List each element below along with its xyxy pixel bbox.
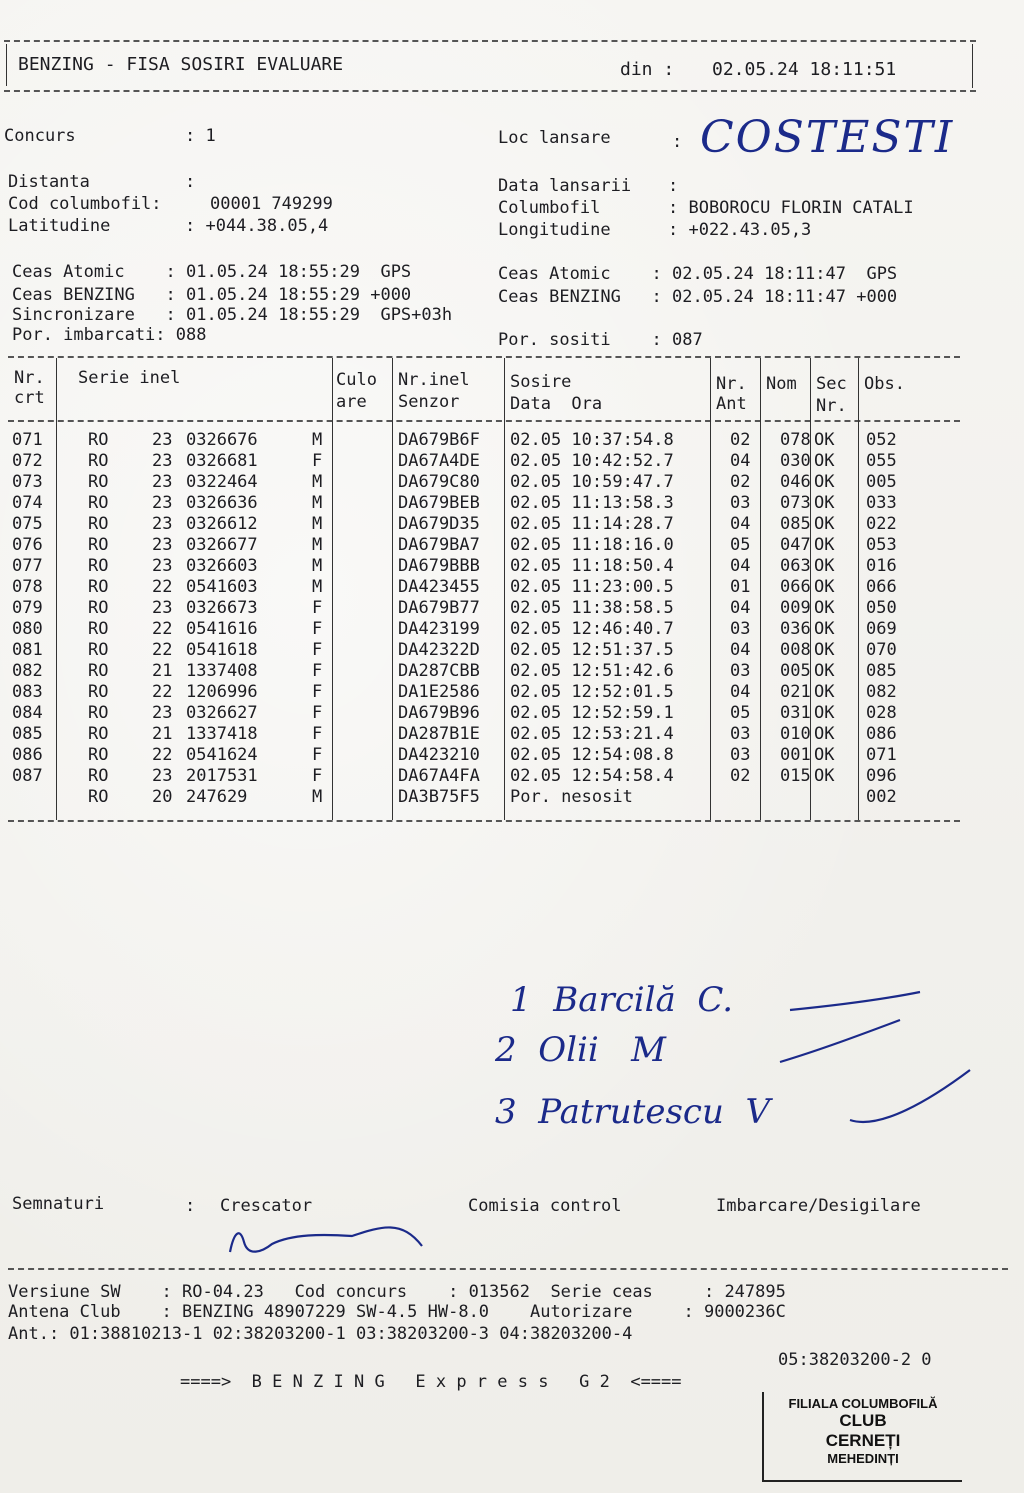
cell-year: 21 — [152, 661, 173, 681]
cell-sensor: DA42322D — [398, 640, 480, 660]
cell-year: 23 — [152, 766, 173, 786]
cell-country: RO — [88, 661, 109, 681]
col-header-serie-inel: Serie inel — [78, 368, 181, 388]
table-row — [0, 577, 1024, 598]
cell-sec: OK — [814, 514, 835, 534]
cell-sex: M — [312, 514, 323, 534]
cell-sensor: DA679D35 — [398, 514, 480, 534]
col-header-crt: crt — [14, 388, 45, 408]
cell-country: RO — [88, 472, 109, 492]
cell-sex: M — [312, 472, 323, 492]
cell-sensor: DA423210 — [398, 745, 480, 765]
cell-year: 22 — [152, 682, 173, 702]
cell-obs: 053 — [866, 535, 897, 555]
cell-sensor: DA1E2586 — [398, 682, 480, 702]
loc-lansare-handwritten: COSTESTI — [700, 112, 955, 163]
cell-arrival: 02.05 11:13:58.3 — [510, 493, 674, 513]
header-right-border — [972, 44, 973, 88]
crescator-label: Crescator — [220, 1196, 313, 1216]
cell-antenna: 03 — [730, 661, 751, 681]
cell-ring: 2017531 — [186, 766, 258, 786]
cell-sec: OK — [814, 451, 835, 471]
table-row — [0, 472, 1024, 493]
cell-nom: 063 — [780, 556, 811, 576]
cell-nr: 079 — [12, 598, 43, 618]
antene-line: Ant.: 01:38810213-1 02:38203200-1 03:38203200-3 04:38203200-4 — [8, 1324, 633, 1344]
table-row — [0, 598, 1024, 619]
cell-country: RO — [88, 451, 109, 471]
cell-obs: 071 — [866, 745, 897, 765]
cell-sensor: DA679BA7 — [398, 535, 480, 555]
cell-arrival: 02.05 11:18:16.0 — [510, 535, 674, 555]
cell-nr: 085 — [12, 724, 43, 744]
imbarcare-label: Imbarcare/Desigilare — [716, 1196, 921, 1216]
col-header-nom: Nom — [766, 374, 797, 394]
cell-country: RO — [88, 619, 109, 639]
cell-sex: M — [312, 556, 323, 576]
cell-ring: 0322464 — [186, 472, 258, 492]
cell-year: 22 — [152, 745, 173, 765]
cell-sec: OK — [814, 724, 835, 744]
cell-obs: 066 — [866, 577, 897, 597]
loc-lansare-label: Loc lansare — [498, 128, 611, 148]
cell-sex: F — [312, 640, 323, 660]
table-row — [0, 514, 1024, 535]
cell-arrival: 02.05 12:53:21.4 — [510, 724, 674, 744]
stamp-line-2: CLUB — [839, 1411, 887, 1430]
cell-country: RO — [88, 556, 109, 576]
col-header-nr-ant: Nr. — [716, 374, 747, 394]
cell-country: RO — [88, 598, 109, 618]
cell-nom: 001 — [780, 745, 811, 765]
header-left-border — [6, 44, 7, 86]
cell-country: RO — [88, 724, 109, 744]
cell-sec: OK — [814, 703, 835, 723]
data-lansarii-value: : — [668, 176, 679, 196]
cell-ring: 0541616 — [186, 619, 258, 639]
cell-nr: 075 — [12, 514, 43, 534]
cell-nr: 078 — [12, 577, 43, 597]
cell-ring: 0326612 — [186, 514, 258, 534]
table-row — [0, 745, 1024, 766]
cell-obs: 069 — [866, 619, 897, 639]
versiune-sw-line: Versiune SW : RO-04.23 Cod concurs : 013562 Serie ceas : 247895 — [8, 1282, 786, 1302]
handwritten-line-1: 1 Barcilă C. — [510, 980, 734, 1020]
cell-year: 22 — [152, 619, 173, 639]
concurs-label: Concurs — [4, 126, 76, 146]
cell-nr: 073 — [12, 472, 43, 492]
cell-obs: 016 — [866, 556, 897, 576]
cell-nom: 009 — [780, 598, 811, 618]
cell-ring: 0541618 — [186, 640, 258, 660]
cell-sensor: DA679BBB — [398, 556, 480, 576]
cell-antenna: 02 — [730, 472, 751, 492]
col-header-sosire: Sosire — [510, 372, 572, 392]
cell-sex: F — [312, 766, 323, 786]
cell-year: 22 — [152, 640, 173, 660]
cell-sec: OK — [814, 661, 835, 681]
cell-ring: 0326636 — [186, 493, 258, 513]
cell-country: RO — [88, 703, 109, 723]
cell-ring: 0326673 — [186, 598, 258, 618]
col-header-culo: Culo — [336, 370, 377, 390]
header-bottom-rule — [4, 90, 976, 92]
cell-obs: 052 — [866, 430, 897, 450]
cell-nr: 082 — [12, 661, 43, 681]
ceas-benzing-start: Ceas BENZING : 01.05.24 18:55:29 +000 — [12, 285, 412, 305]
cell-year: 23 — [152, 514, 173, 534]
table-row — [0, 682, 1024, 703]
columbofil-value: : BOBOROCU FLORIN CATALI — [668, 198, 914, 218]
semnaturi-label: Semnaturi — [12, 1194, 105, 1214]
cell-sec: OK — [814, 640, 835, 660]
cell-year: 23 — [152, 493, 173, 513]
table-row — [0, 787, 1024, 808]
table-row — [0, 703, 1024, 724]
cell-obs: 096 — [866, 766, 897, 786]
cell-year: 23 — [152, 430, 173, 450]
latitudine-label: Latitudine — [8, 216, 111, 236]
cell-nr: 083 — [12, 682, 43, 702]
cell-arrival: 02.05 11:23:00.5 — [510, 577, 674, 597]
cell-sensor: DA679B96 — [398, 703, 480, 723]
cell-nom: 047 — [780, 535, 811, 555]
cell-country: RO — [88, 766, 109, 786]
cell-arrival: 02.05 12:54:58.4 — [510, 766, 674, 786]
cell-arrival: 02.05 11:14:28.7 — [510, 514, 674, 534]
table-header-rule — [8, 420, 960, 422]
table-row — [0, 640, 1024, 661]
cell-sec: OK — [814, 745, 835, 765]
col-header-nr-inel: Nr.inel — [398, 370, 470, 390]
cod-columbofil-label: Cod columbofil: — [8, 194, 162, 214]
footer-top-rule — [8, 1268, 1008, 1270]
cell-obs: 028 — [866, 703, 897, 723]
cell-antenna: 03 — [730, 619, 751, 639]
cell-nom: 005 — [780, 661, 811, 681]
cell-nom: 010 — [780, 724, 811, 744]
cell-sex: F — [312, 703, 323, 723]
table-row — [0, 451, 1024, 472]
cell-nr: 077 — [12, 556, 43, 576]
cell-arrival: 02.05 10:42:52.7 — [510, 451, 674, 471]
cell-nom: 030 — [780, 451, 811, 471]
cell-nr: 076 — [12, 535, 43, 555]
cell-arrival: 02.05 12:51:37.5 — [510, 640, 674, 660]
cell-antenna: 04 — [730, 640, 751, 660]
table-row — [0, 724, 1024, 745]
table-row — [0, 535, 1024, 556]
cell-nr: 074 — [12, 493, 43, 513]
cell-sensor: DA679B77 — [398, 598, 480, 618]
cell-sex: M — [312, 493, 323, 513]
cell-sec: OK — [814, 493, 835, 513]
cell-sensor: DA679BEB — [398, 493, 480, 513]
cell-antenna: 04 — [730, 556, 751, 576]
cell-nom: 031 — [780, 703, 811, 723]
stamp-line-3: CERNEȚI — [825, 1431, 901, 1450]
table-row — [0, 766, 1024, 787]
cell-sex: F — [312, 619, 323, 639]
porumbei-sositi: Por. sositi : 087 — [498, 330, 703, 350]
cell-antenna: 05 — [730, 535, 751, 555]
cell-sex: F — [312, 451, 323, 471]
cell-sensor: DA67A4DE — [398, 451, 480, 471]
col-header-obs: Obs. — [864, 374, 905, 394]
table-row — [0, 619, 1024, 640]
cell-year: 20 — [152, 787, 173, 807]
cell-nom: 066 — [780, 577, 811, 597]
cell-obs: 005 — [866, 472, 897, 492]
concurs-value: : 1 — [185, 126, 216, 146]
cell-antenna: 01 — [730, 577, 751, 597]
col-header-data-ora: Data Ora — [510, 394, 603, 414]
din-label: din : — [620, 59, 675, 80]
cell-sensor: DA423455 — [398, 577, 480, 597]
cell-year: 21 — [152, 724, 173, 744]
cell-nr: 080 — [12, 619, 43, 639]
cell-antenna: 04 — [730, 514, 751, 534]
ceas-benzing-end: Ceas BENZING : 02.05.24 18:11:47 +000 — [498, 287, 898, 307]
cell-sensor: DA679B6F — [398, 430, 480, 450]
cell-ring: 0326677 — [186, 535, 258, 555]
cell-nr: 087 — [12, 766, 43, 786]
cell-antenna: 03 — [730, 724, 751, 744]
cell-sec: OK — [814, 535, 835, 555]
latitudine-value: : +044.38.05,4 — [185, 216, 329, 236]
cell-antenna: 03 — [730, 745, 751, 765]
distanta-value: : — [185, 172, 196, 192]
stamp-line-4: MEHEDINȚI — [827, 1451, 899, 1466]
cell-arrival: 02.05 12:52:01.5 — [510, 682, 674, 702]
cell-country: RO — [88, 514, 109, 534]
cell-nom: 008 — [780, 640, 811, 660]
cell-sec: OK — [814, 556, 835, 576]
club-stamp — [762, 1392, 962, 1482]
cell-nom: 021 — [780, 682, 811, 702]
cell-sex: M — [312, 577, 323, 597]
cell-sec: OK — [814, 766, 835, 786]
cell-sensor: DA67A4FA — [398, 766, 480, 786]
table-row — [0, 493, 1024, 514]
cell-antenna: 02 — [730, 430, 751, 450]
comisia-control-label: Comisia control — [468, 1196, 622, 1216]
cell-antenna: 04 — [730, 451, 751, 471]
cell-country: RO — [88, 640, 109, 660]
cell-antenna: 04 — [730, 682, 751, 702]
longitudine-value: : +022.43.05,3 — [668, 220, 812, 240]
cell-country: RO — [88, 535, 109, 555]
cod-columbofil-value: 00001 749299 — [210, 194, 333, 214]
cell-arrival: 02.05 11:18:50.4 — [510, 556, 674, 576]
cell-sec: OK — [814, 430, 835, 450]
cell-ring: 0326681 — [186, 451, 258, 471]
cell-country: RO — [88, 745, 109, 765]
cell-arrival: 02.05 12:54:08.8 — [510, 745, 674, 765]
cell-year: 23 — [152, 598, 173, 618]
cell-nr: 071 — [12, 430, 43, 450]
cell-year: 22 — [152, 577, 173, 597]
header-top-rule — [4, 40, 976, 42]
cell-arrival: 02.05 12:46:40.7 — [510, 619, 674, 639]
cell-year: 23 — [152, 535, 173, 555]
handwritten-signature-strokes — [760, 980, 1010, 1160]
cell-ring: 1206996 — [186, 682, 258, 702]
cell-ring: 0326676 — [186, 430, 258, 450]
semnaturi-colon: : — [185, 1196, 196, 1216]
cell-sec: OK — [814, 472, 835, 492]
cell-nom: 085 — [780, 514, 811, 534]
handwritten-line-3: 3 Patrutescu V — [495, 1092, 771, 1132]
cell-ring: 0541624 — [186, 745, 258, 765]
cell-antenna: 04 — [730, 598, 751, 618]
cell-ring: 247629 — [186, 787, 248, 807]
cell-sex: M — [312, 430, 323, 450]
cell-year: 23 — [152, 556, 173, 576]
cell-sensor: DA679C80 — [398, 472, 480, 492]
cell-nr: 084 — [12, 703, 43, 723]
table-row — [0, 556, 1024, 577]
data-lansarii-label: Data lansarii — [498, 176, 632, 196]
cell-antenna: 02 — [730, 766, 751, 786]
columbofil-label: Columbofil — [498, 198, 601, 218]
cell-obs: 082 — [866, 682, 897, 702]
cell-nr: 072 — [12, 451, 43, 471]
porumbei-imbarcati: Por. imbarcati: 088 — [12, 325, 207, 345]
cell-sec: OK — [814, 619, 835, 639]
cell-sec: OK — [814, 598, 835, 618]
cell-nom: 046 — [780, 472, 811, 492]
distanta-label: Distanta — [8, 172, 90, 192]
cell-sec: OK — [814, 682, 835, 702]
cell-antenna: 05 — [730, 703, 751, 723]
cell-country: RO — [88, 682, 109, 702]
antena-club-line: Antena Club : BENZING 48907229 SW-4.5 HW-8.0 Autorizare : 9000236C — [8, 1302, 786, 1322]
cell-obs: 022 — [866, 514, 897, 534]
ceas-atomic-start: Ceas Atomic : 01.05.24 18:55:29 GPS — [12, 262, 412, 282]
table-top-rule — [8, 356, 960, 358]
cell-obs: 070 — [866, 640, 897, 660]
cell-year: 23 — [152, 703, 173, 723]
cell-nom: 015 — [780, 766, 811, 786]
col-header-senzor: Senzor — [398, 392, 460, 412]
benzing-brand-line: ====> B E N Z I N G E x p r e s s G 2 <==== — [180, 1372, 682, 1392]
cell-obs: 086 — [866, 724, 897, 744]
col-header-nr: Nr. — [14, 368, 45, 388]
crescator-signature — [222, 1212, 442, 1272]
cell-sensor: DA3B75F5 — [398, 787, 480, 807]
cell-country: RO — [88, 493, 109, 513]
cell-arrival: 02.05 10:37:54.8 — [510, 430, 674, 450]
col-header-sec-nr: Nr. — [816, 396, 847, 416]
cell-arrival: Por. nesosit — [510, 787, 633, 807]
cell-nr: 081 — [12, 640, 43, 660]
cell-nom: 036 — [780, 619, 811, 639]
cell-arrival: 02.05 12:52:59.1 — [510, 703, 674, 723]
cell-ring: 1337408 — [186, 661, 258, 681]
cell-ring: 0326627 — [186, 703, 258, 723]
cell-sensor: DA287CBB — [398, 661, 480, 681]
col-header-ant: Ant — [716, 394, 747, 414]
stamp-line-1: FILIALA COLUMBOFILĂ — [788, 1396, 938, 1411]
cell-obs: 050 — [866, 598, 897, 618]
col-header-sec: Sec — [816, 374, 847, 394]
print-datetime: 02.05.24 18:11:51 — [712, 59, 897, 80]
col-header-are: are — [336, 392, 367, 412]
cell-ring: 0541603 — [186, 577, 258, 597]
cell-year: 23 — [152, 451, 173, 471]
cell-sex: F — [312, 598, 323, 618]
table-row — [0, 430, 1024, 451]
cell-country: RO — [88, 577, 109, 597]
cell-sex: F — [312, 682, 323, 702]
ceas-atomic-end: Ceas Atomic : 02.05.24 18:11:47 GPS — [498, 264, 898, 284]
cell-country: RO — [88, 787, 109, 807]
cell-sex: F — [312, 745, 323, 765]
document-title: BENZING - FISA SOSIRI EVALUARE — [18, 54, 344, 75]
cell-sex: F — [312, 724, 323, 744]
cell-obs: 085 — [866, 661, 897, 681]
cell-ring: 0326603 — [186, 556, 258, 576]
cell-nom: 078 — [780, 430, 811, 450]
cell-year: 23 — [152, 472, 173, 492]
cell-obs: 002 — [866, 787, 897, 807]
antene-line-2: 05:38203200-2 0 — [778, 1350, 932, 1370]
cell-arrival: 02.05 11:38:58.5 — [510, 598, 674, 618]
cell-sensor: DA423199 — [398, 619, 480, 639]
cell-sec: OK — [814, 577, 835, 597]
cell-nr: 086 — [12, 745, 43, 765]
cell-arrival: 02.05 10:59:47.7 — [510, 472, 674, 492]
cell-sex: F — [312, 661, 323, 681]
cell-obs: 055 — [866, 451, 897, 471]
table-bottom-rule — [8, 820, 960, 822]
cell-obs: 033 — [866, 493, 897, 513]
cell-country: RO — [88, 430, 109, 450]
cell-sex: M — [312, 535, 323, 555]
cell-ring: 1337418 — [186, 724, 258, 744]
cell-arrival: 02.05 12:51:42.6 — [510, 661, 674, 681]
handwritten-line-2: 2 Olii M — [495, 1030, 666, 1070]
loc-lansare-colon: : — [672, 132, 683, 152]
longitudine-label: Longitudine — [498, 220, 611, 240]
cell-antenna: 03 — [730, 493, 751, 513]
sincronizare-line: Sincronizare : 01.05.24 18:55:29 GPS+03h — [12, 305, 453, 325]
cell-sensor: DA287B1E — [398, 724, 480, 744]
cell-nom: 073 — [780, 493, 811, 513]
cell-sex: M — [312, 787, 323, 807]
table-row — [0, 661, 1024, 682]
